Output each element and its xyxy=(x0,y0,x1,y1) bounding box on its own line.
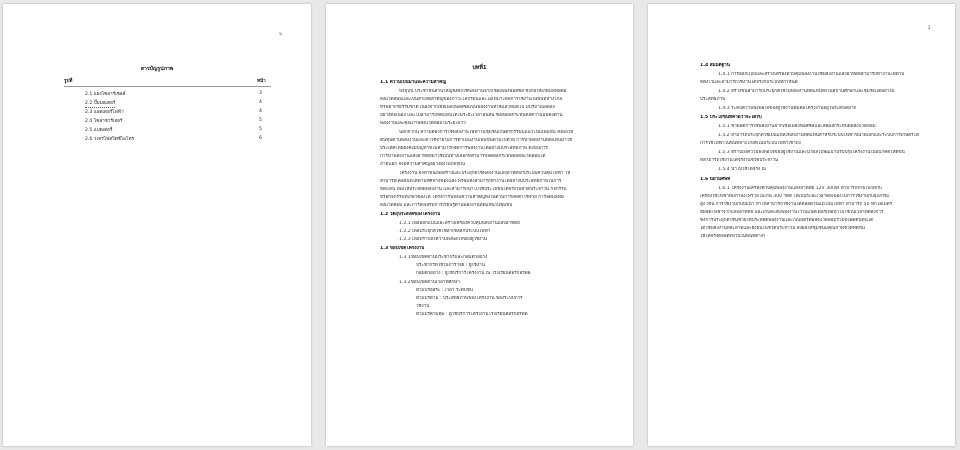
page-number: ข xyxy=(279,31,282,36)
body-text-line: ทรัพยากรธรรมชาติ เนื่องจากเชื้อเพลิงฟอสซิลเป็นพลังงานที่ใช้แล้วหมดไป มีปริมาณลดลง xyxy=(380,105,555,110)
body-text-line: กลุ่มตัวอย่าง : ผู้ใช้บริการโครงงาน ณ โรงเรียนสอรกอรดีดี xyxy=(416,271,531,276)
body-text-line: อย่างต่อเนื่อง และไม่สามารถทดแทนได้ในระยะเวลาอันสั้น ซึ่งส่งผลกระทบต่อความมั่นคงด้าน xyxy=(380,113,563,118)
body-text-line: ได้ใช้พลังงานที่สะอาดและยั่งยืนในชีวิตประจำวัน ส่งผลให้ชุมชนมีคุณภาพชีวิตที่ดีขึ้น xyxy=(700,226,865,231)
body-text-line: นอกจากนี้ ความต้องการใช้พลังงานไฟฟ้าในชุมชนเกษตรกรรมมีแนวโน้มเพิ่มขึ้น ส่งผลให้ xyxy=(399,130,574,135)
body-text-line: ที่ผลิตไฟฟ้าจากแสงอาทิตย์ และเก็บสะสมพลังงานไว้ในแบตเตอรี่เพื่อนำไปใช้ในเวลาที่ต้องการ xyxy=(700,210,884,215)
figure-entry-label: 2.3 แอดเตอร์ไฟฟ้า xyxy=(85,110,124,115)
figure-entry-label: 2.1 แผงโซลาร์เซลล์ xyxy=(85,92,126,97)
figure-entry-label: 2.2 ปั๊มมอเตอร์ xyxy=(85,101,116,106)
body-text-line: 1.2.1 เพื่อออกแบบและสร้างเครื่องควบคุมพลังงานแสงอาทิตย์ xyxy=(399,221,520,226)
figure-entry-page: 5 xyxy=(259,127,262,132)
section-heading: 1.1 ความเป็นมาและความสำคัญ xyxy=(380,80,447,85)
body-text-line: ใช้งาน xyxy=(416,304,430,309)
body-text-line: ประสิทธิภาพ xyxy=(700,97,726,102)
figure-entry-label: 2.4 โซล่าชาร์เจอร์ xyxy=(85,119,123,124)
body-text-line: 1.4.2 สร้างขึ้นสามารถประยุกต์ใช้ในพลังงานทดแทนทั้งในสถานศึกษาและชุมชนได้อย่างมี xyxy=(718,89,895,94)
body-text-line: สิ่งแวดล้อม และการส่งเสริมการเรียนรู้ด้านพลังงานทดแทนในชุมชน xyxy=(380,203,513,208)
body-text-line: ใช้ได้จริงตลอดทั้งวันในพื้นที่ต่างๆ xyxy=(700,234,766,239)
figure-entry-label: 2.5 แบตเตอรี่ xyxy=(85,128,113,133)
header-divider xyxy=(64,86,271,87)
body-text-line: 1.3.2ขอบเขตด้านเวลาที่ศึกษา xyxy=(399,280,460,285)
figure-entry-page: 4 xyxy=(259,100,262,105)
body-text-line: ซึ่งการประยุกต์ใช้นี้ช่วยให้ประหยัดพลังงานและเป็นมิตรต่อสิ่งแวดล้อมรวมถึงลดต้นทุนได้ xyxy=(700,218,874,223)
document-page-1 xyxy=(3,4,311,446)
body-text-line: ภายนอก จึงมีความสำคัญอย่างยิ่งในปัจจุบัน xyxy=(380,162,465,167)
body-text-line: ปัจจุบัน ประชาชนส่วนใหญ่ยังคงใช้พลังงานจากเชื้อเพลิงฟอสซิล ซึ่งก่อให้เกิดมลพิษต่อ xyxy=(399,89,567,94)
body-text-line: ที่ตั้งไว้และสามารถใช้งานได้จริงกับระบบที่กำหนด xyxy=(700,80,798,85)
section-heading: 1.6 นิยามศัพท์ xyxy=(700,177,731,182)
body-text-line: โครงงาน จึงทำขึ้นเพื่อสร้างและประยุกต์ใช้พลังงานแสงอาทิตย์กับระบบควบคุมไฟฟ้า ให้ xyxy=(399,171,571,176)
body-text-line: ตัวแปรควบคุม : ผู้ใช้บริการโครงงานโรงเรียนสอรกอรดีดี xyxy=(416,312,528,317)
body-text-line: 1.4.3 ระดับความพึงพอใจของผู้ใช้งานที่มีต่อโครงงานอยู่ในระดับดีมาก xyxy=(718,106,857,111)
body-text-line: ต้นทุนด้านพลังงานและค่าใช้จ่ายในการดำเนินงานเพิ่มขึ้นตามไปด้วย การนำพลังงานทดแทนมาใช้ xyxy=(380,138,572,143)
body-text-line: สูง เช่น การใช้งานกับปั๊มน้ำ ทำให้สามารถใช้งานได้ตลอดวันแม้ไม่มีไฟฟ้า สามารถ 50 ที่กิโลเมตร xyxy=(700,202,893,207)
page-column-header: หน้า xyxy=(257,79,266,84)
body-text-line: การใช้ไฟฟ้าในพื้นที่ห่างไกลที่ไม่มีระบบไฟฟ้าเข้าถึง xyxy=(700,141,801,146)
document-page-2 xyxy=(326,4,633,446)
figure-column-header: รูปที่ xyxy=(64,79,73,84)
figure-entry-page: 4 xyxy=(259,109,262,114)
figure-entry-page: 3 xyxy=(259,91,262,96)
body-text-line: 1.6.1 โครงงานเครื่องควบคุมพลังงานแสงอาทิตย์ 12V 300W สามารถจ่ายไฟให้กับ xyxy=(718,186,882,191)
body-text-line: ทดแทน เพื่อให้ประหยัดพลังงาน และสามารถนำไปใช้ประโยชน์ได้จริงในชีวิตประจำวัน กิจกรรม xyxy=(380,187,567,192)
body-text-line: การนำพลังงานแสงอาทิตย์มาใช้เป็นทางเลือกที่สามารถลดผลกระทบต่อสิ่งแวดล้อมได้ xyxy=(380,154,546,159)
body-text-line: 1.3.1ขอบเขตด้านประชากรและกลุ่มตัวอย่าง xyxy=(399,255,488,260)
figure-entry-label: 2.6 วงจรไฟสวิตซ์ไมโคร xyxy=(85,137,135,142)
body-text-line: 1.5.2 สามารถประยุกต์ใช้เป็นแหล่งพลังงานทดแทนสำหรับระบบไฟฟ้าขนาดเล็กและระบบการเกษตรได้ xyxy=(718,133,919,138)
chapter-title: บทที่1 xyxy=(472,65,487,71)
body-text-line: 1.4.1 การออกแบบและสร้างเครื่องควบคุมพลังงานใช้พลังงานแสงอาทิตย์สามารถทำงานได้ตาม xyxy=(718,72,905,77)
body-text-line: ประเทศไทยยังคงมีปัญหาที่ไม่สามารถจัดการพลังงานได้อย่างมีประสิทธิภาพ ดังนั้นการ xyxy=(380,146,548,151)
body-text-line: 1.5.4 นำไปใช้ได้จริง ณ xyxy=(718,167,766,172)
body-text-line: ตัวแปรตาม : ประสิทธิภาพของโครงงาน ของระบบการ xyxy=(416,296,523,301)
section-heading: 1.5 ประโยชน์ที่คาดว่าจะได้รับ xyxy=(700,115,762,120)
section-heading: 1.3 ขอบเขตโครงงาน xyxy=(380,246,425,251)
figure-entry-page: 5 xyxy=(259,118,262,123)
body-text-line: ตัวแปรอิสระ : เวลา ระดับขั้น xyxy=(416,288,473,293)
section-heading: 1.2 วัตถุประสงค์ของโครงงาน xyxy=(380,212,441,217)
body-text-line: 1.5.1 ช่วยลดการใช้พลังงานจากเชื้อเพลิงฟอสซิลและลดผลกระทบต่อสิ่งแวดล้อม xyxy=(718,124,876,129)
body-text-line: ประชากรที่ใช้ในการวิจัย : ผู้ใช้งาน xyxy=(416,263,485,268)
body-text-line: ที่สามารถใช้งานได้จริงในชีวิตประจำวัน xyxy=(700,158,779,163)
section-heading: 1.4 สมมติฐาน xyxy=(700,63,730,68)
body-text-line: หรือกิจกรรมที่เกี่ยวข้องได้ โครงการนี้จึงมีความสำคัญทั้งในด้านการลดค่าใช้จ่าย การลดมลพิษ xyxy=(380,195,564,200)
body-text-line: สิ่งแวดล้อมและเป็นสาเหตุสำคัญของภาวะโลกร้อนและไม่เหมาะต่อการใช้งานในพื้นที่ห่างไกล xyxy=(380,97,563,102)
document-page-3 xyxy=(648,4,955,446)
body-text-line: 1.2.3 เพื่อทราบถึงความพึงพอใจของผู้ใช้งาน xyxy=(399,237,487,242)
body-text-line: 1.2.2 เพื่อประยุกต์ใช้โซล่าเซลล์กับระบบไฟฟ้า xyxy=(399,229,491,234)
body-text-line: 1.5.3 ทราบถึงความพึงพอใจของผู้ใช้งานและนำผลไปพัฒนาปรับปรุงโครงงานในอนาคตให้ดีขึ้น xyxy=(718,150,905,155)
body-text-line: พลังงานและคุณภาพสิ่งแวดล้อมในระยะยาว xyxy=(380,121,466,126)
table-of-figures-title: สารบัญรูปภาพ xyxy=(140,66,174,72)
body-text-line: เครื่องใช้ไฟฟ้าที่มีกำลังไฟรวมไม่เกิน 300 วัตต์ ได้เป็นระยะเวลาต่อเนื่องในการใช้งานกับอุปกรณ์ xyxy=(700,194,889,199)
figure-entry-page: 6 xyxy=(259,136,262,141)
page-number: 2 xyxy=(928,25,931,30)
body-text-line: สามารถเคลื่อนที่ได้ตามทิศทางของแสง พร้อมทั้งสามารถทำงานได้อย่างมีประสิทธิภาพในการ xyxy=(380,179,562,184)
